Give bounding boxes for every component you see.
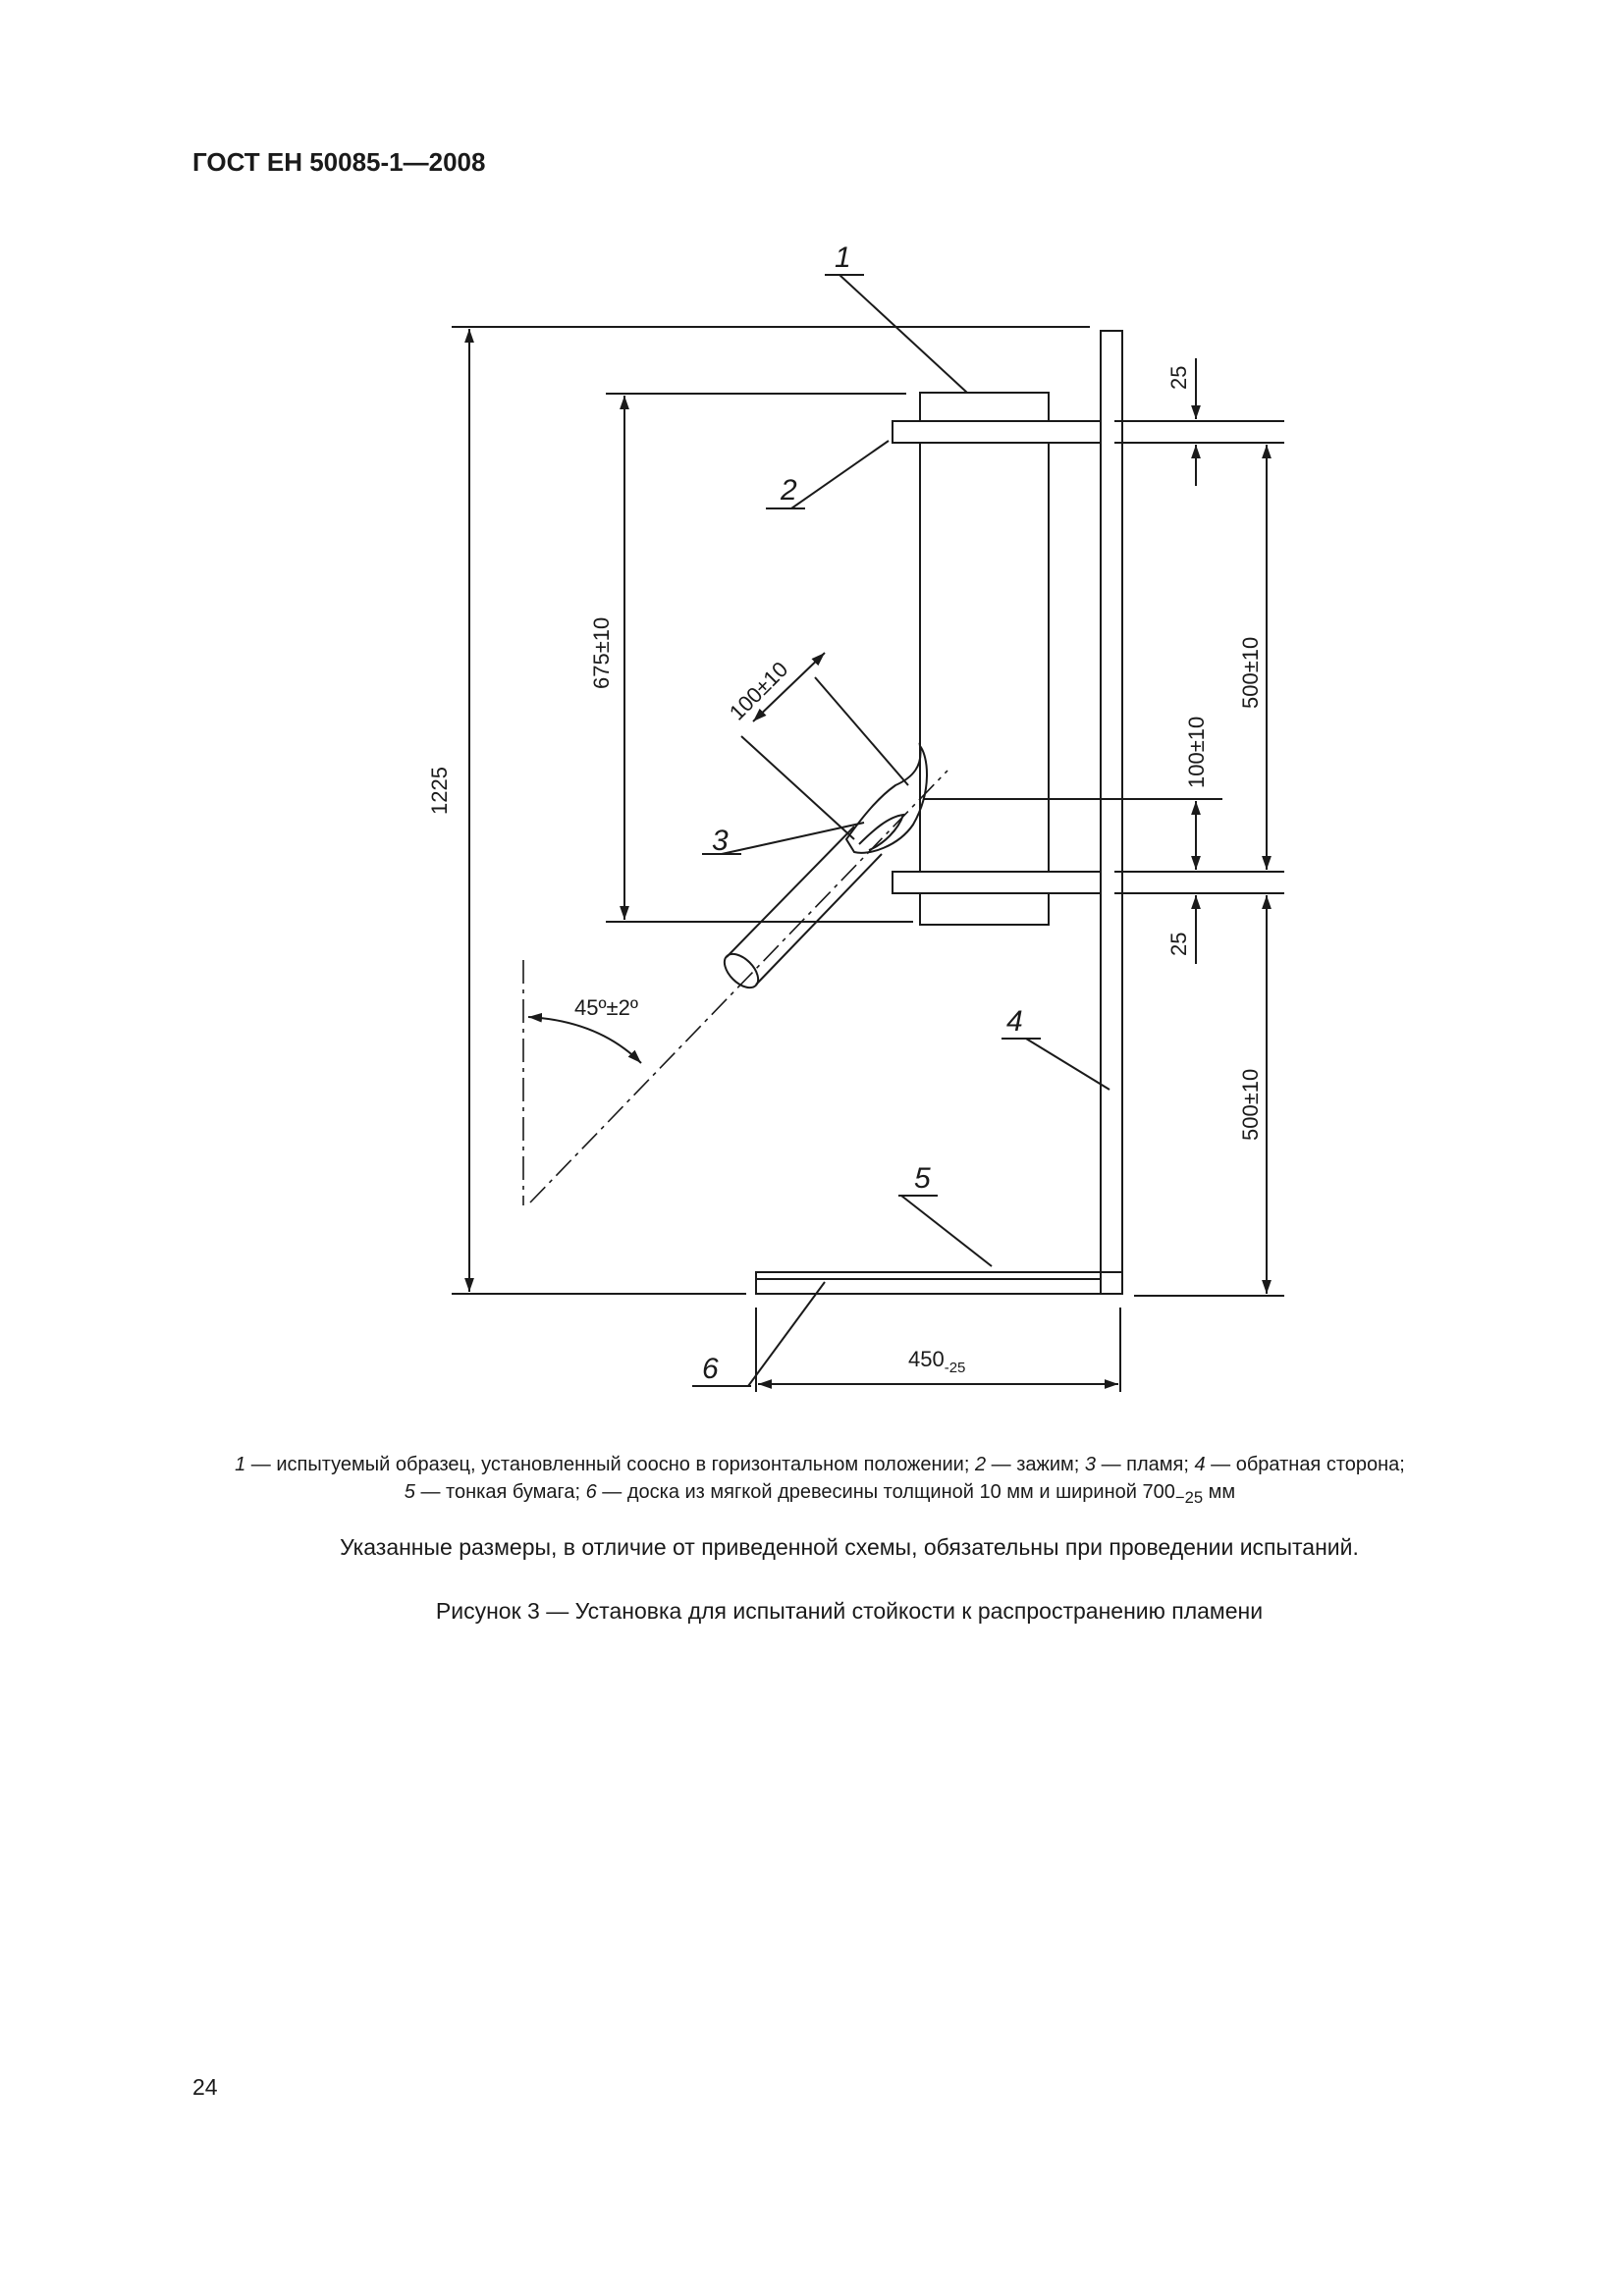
callout-1: 1 [835, 241, 851, 274]
dim-angle: 45º±2º [574, 995, 638, 1020]
dim-1225: 1225 [427, 767, 452, 815]
callout-6: 6 [702, 1353, 719, 1385]
lower-clamp [893, 872, 1101, 893]
angle-arc [528, 1017, 641, 1063]
burner-tube [719, 948, 765, 994]
dim-500-upper: 500±10 [1238, 636, 1263, 709]
callout-3: 3 [712, 825, 729, 857]
figure-caption: Рисунок 3 — Установка для испытаний стойкости к распространению пламени [435, 1598, 1264, 1624]
dim-675: 675±10 [589, 616, 614, 689]
base-board [756, 1272, 1122, 1294]
dim-500-lower: 500±10 [1238, 1068, 1263, 1141]
flame [846, 746, 927, 853]
dimensions-note: Указанные размеры, в отличие от приведенной схемы, обязательны при проведении испытаний. [340, 1534, 1359, 1560]
callout-2: 2 [781, 474, 797, 507]
figure-legend [147, 1451, 1492, 1512]
document-header: ГОСТ ЕН 50085-1—2008 [192, 147, 486, 177]
test-sample [920, 393, 1049, 925]
dim-25-bottom: 25 [1166, 932, 1191, 956]
callout-5: 5 [914, 1162, 931, 1195]
dim-100-distance: 100±10 [724, 657, 793, 725]
callout-4: 4 [1006, 1005, 1023, 1038]
page-number: 24 [192, 2074, 218, 2100]
legend-line-2: 5 — тонкая бумага; 6 — доска из мягкой древесины толщиной 10 мм и шириной $700_{-25}$ мм [404, 1481, 1236, 1507]
legend-line-1: 1 — испытуемый образец, установленный соосно в горизонтальном положении; 2 — зажим; 3 — пламя; 4 — обратная сторона; [235, 1454, 1405, 1475]
upper-clamp [893, 421, 1101, 443]
dim-100-offset: 100±10 [1184, 716, 1209, 788]
back-panel [1101, 331, 1122, 1294]
dim-25-top: 25 [1166, 365, 1191, 390]
dim-450: $450_{-25}$ [908, 1347, 966, 1376]
